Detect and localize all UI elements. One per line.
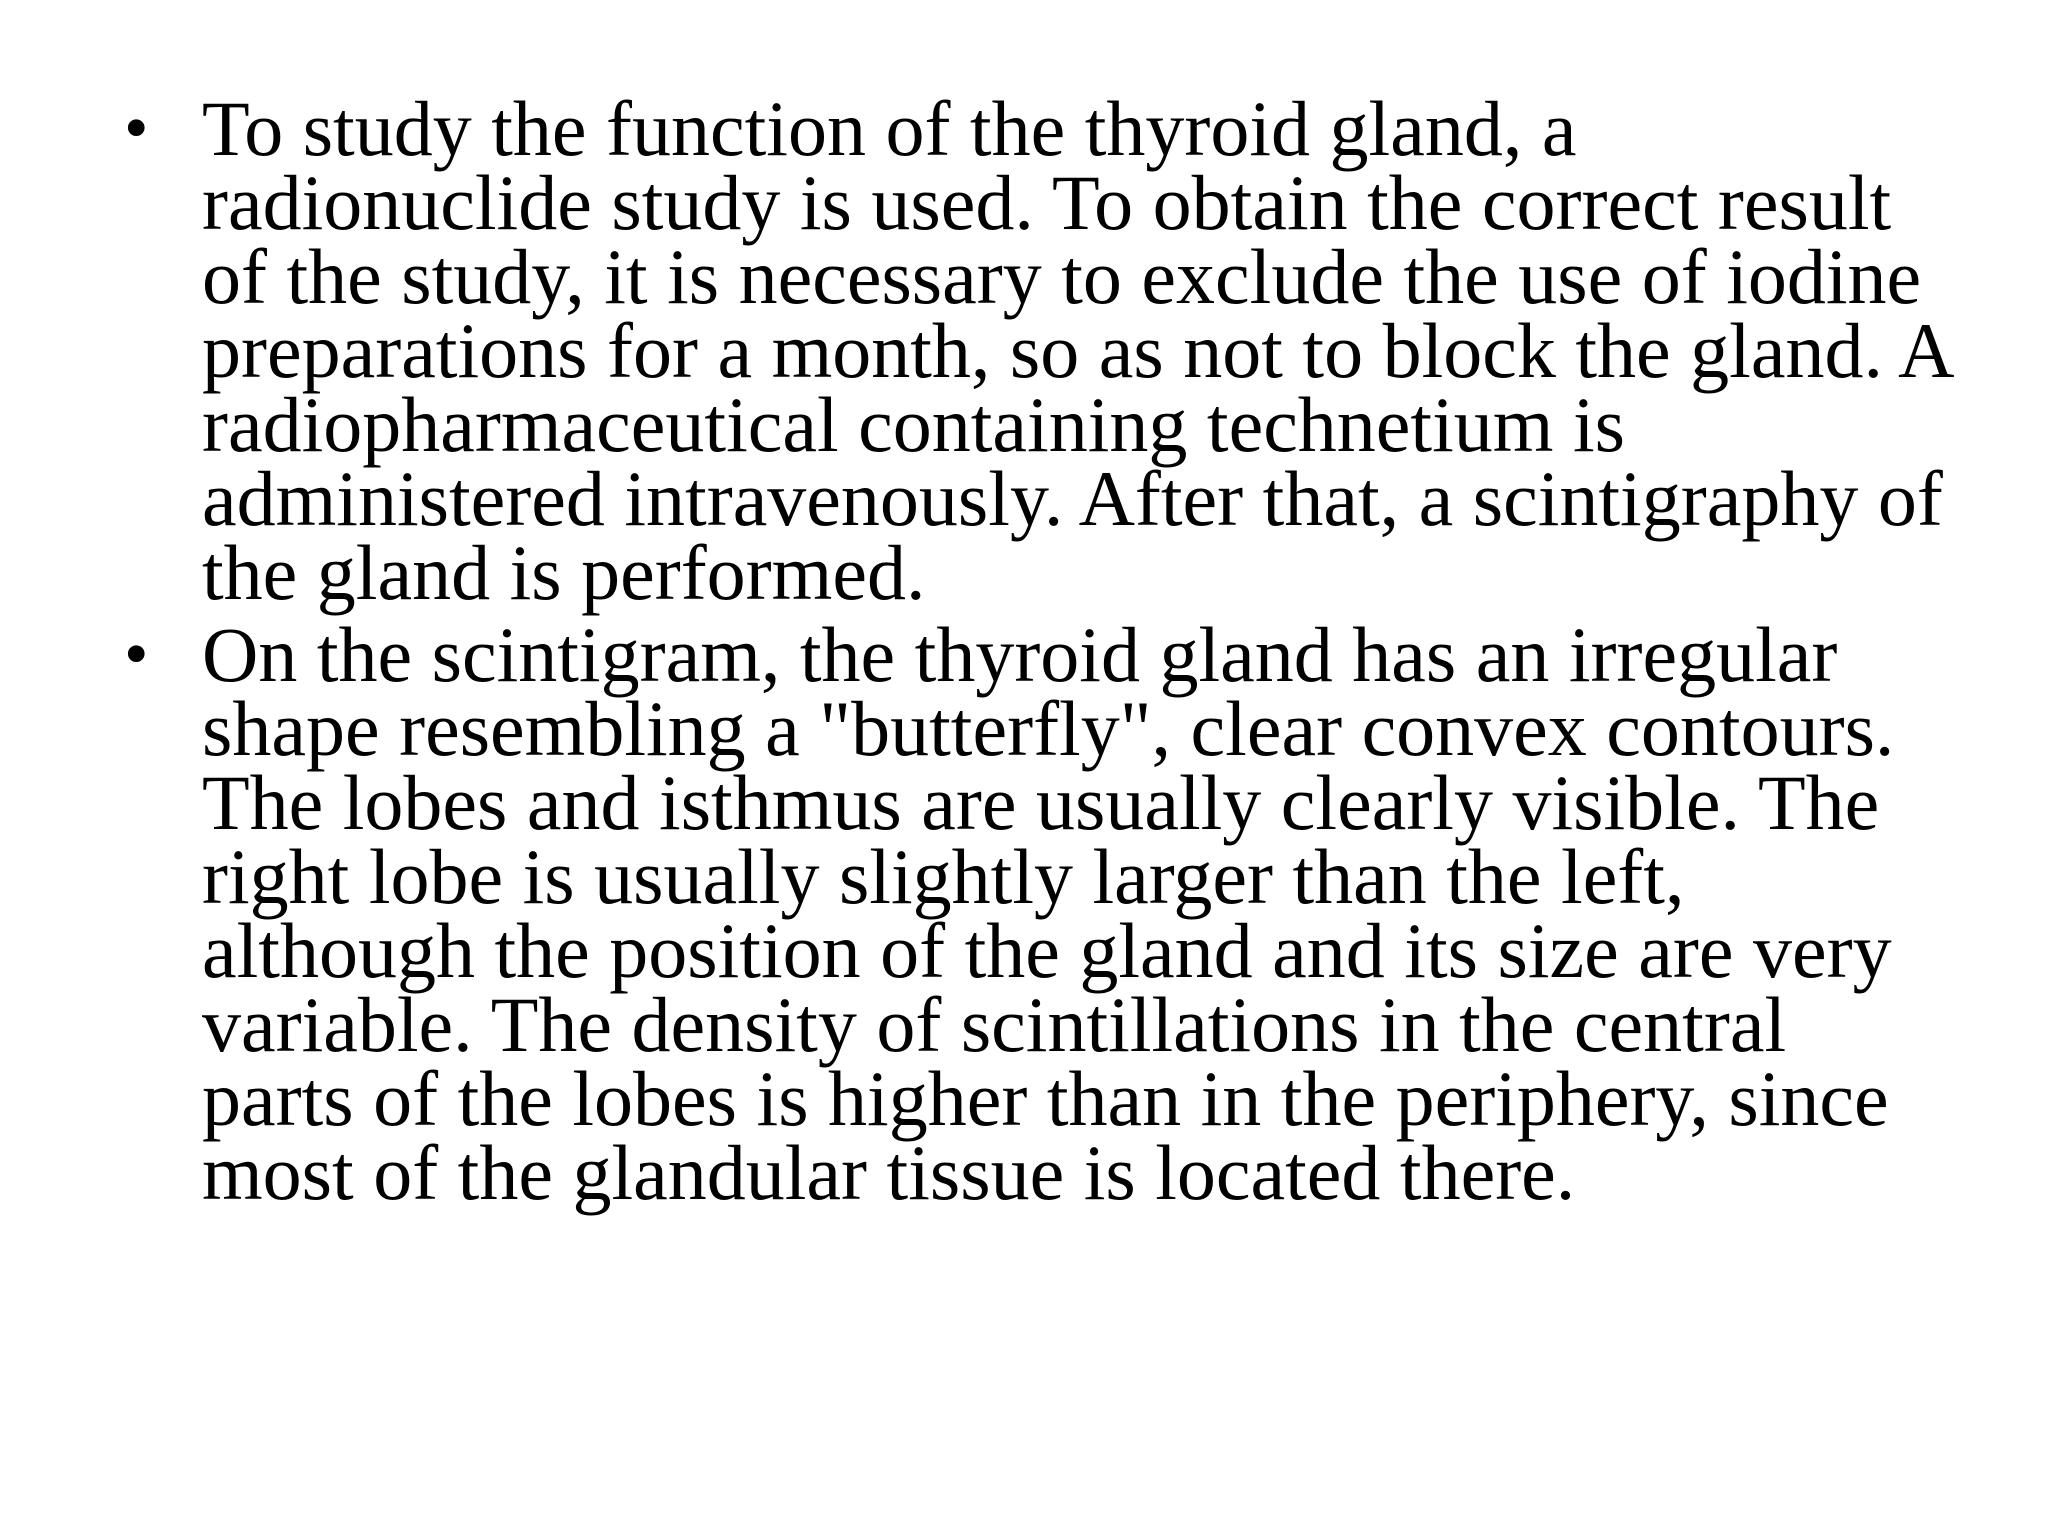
bullet-line: administered intravenously. After that, a scintigraphy of xyxy=(202,455,1943,542)
bullet-dot-icon: • xyxy=(124,90,149,167)
bullet-line: most of the glandular tissue is located there. xyxy=(202,1129,1576,1216)
bullet-line: To study the function of the thyroid gland, a xyxy=(202,85,1577,172)
bullet-line: radionuclide study is used. To obtain the correct result xyxy=(202,159,1892,246)
bullet-line: the gland is performed. xyxy=(202,529,926,616)
bullet-dot-icon: • xyxy=(124,616,149,693)
bullet-line: shape resembling a "butterfly", clear convex contours. xyxy=(202,685,1895,772)
bullet-line: The lobes and isthmus are usually clearly visible. The xyxy=(202,759,1880,846)
bullet-line: variable. The density of scintillations in the central xyxy=(202,981,1787,1068)
bullet-item-2 xyxy=(118,611,1988,1216)
bullet-line: radiopharmaceutical containing technetium is xyxy=(202,381,1625,468)
bullet-list xyxy=(118,85,1988,1218)
bullet-line: On the scintigram, the thyroid gland has an irregular xyxy=(202,611,1838,698)
bullet-line: right lobe is usually slightly larger than the left, xyxy=(202,833,1685,920)
bullet-line: of the study, it is necessary to exclude the use of iodine xyxy=(202,233,1922,320)
bullet-line: parts of the lobes is higher than in the periphery, since xyxy=(202,1055,1889,1142)
bullet-item-1 xyxy=(118,85,1988,616)
bullet-line: although the position of the gland and its size are very xyxy=(202,907,1892,994)
bullet-line: preparations for a month, so as not to block the gland. A xyxy=(202,307,1955,394)
